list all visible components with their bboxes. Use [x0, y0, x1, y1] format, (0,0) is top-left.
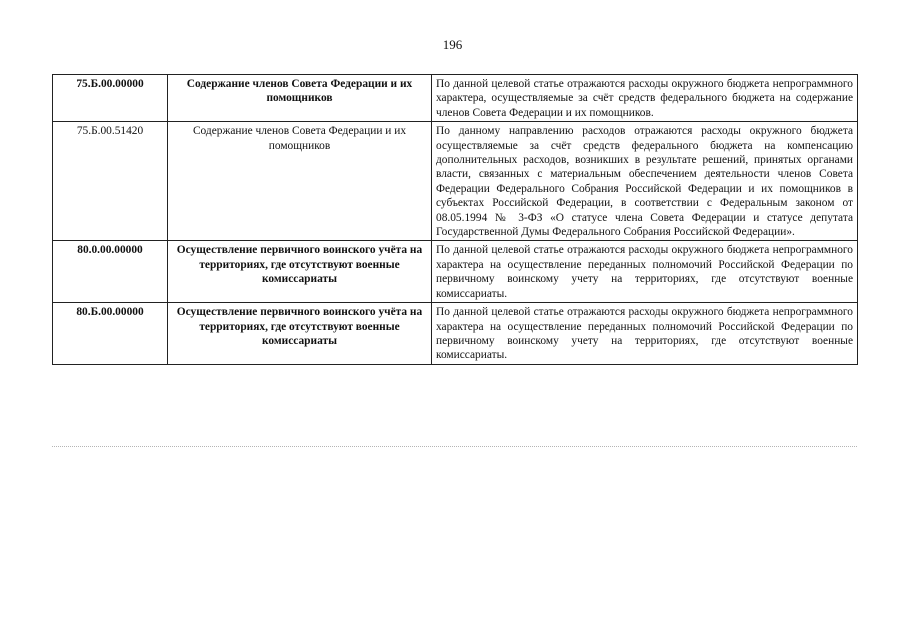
expense-direction-name: Содержание членов Совета Федерации и их помощников	[168, 122, 432, 241]
table-row	[53, 122, 858, 241]
page-number: 196	[442, 37, 463, 52]
target-article-name: Осуществление первичного воинского учёта на территориях, где отсутствуют военные комиссариаты	[168, 241, 432, 303]
table-row	[53, 303, 858, 365]
target-article-code: 80.0.00.00000	[53, 241, 168, 303]
target-article-code: 75.Б.00.00000	[53, 75, 168, 122]
target-article-description: По данной целевой статье отражаются расходы окружного бюджета непрограммного характера на осуществление переданных полномочий Российской Федерации по первичному воинскому учету на территориях, где отсутствуют военные комиссариаты.	[432, 241, 858, 303]
target-article-code: 80.Б.00.00000	[53, 303, 168, 365]
target-article-name: Содержание членов Совета Федерации и их помощников	[168, 75, 432, 122]
table-row	[53, 241, 858, 303]
target-article-description: По данной целевой статье отражаются расходы окружного бюджета непрограммного характера, осуществляемые за счёт средств федерального бюджета на содержание членов Совета Федерации и их помощников.	[432, 75, 858, 122]
table-row	[53, 75, 858, 122]
expense-direction-description: По данному направлению расходов отражаются расходы окружного бюджета осуществляемые за счёт средств федерального бюджета на компенсацию дополнительных расходов, возникших в результате решений, принятых органами власти, связанных с материальным обеспечением деятельности членов Совета Федерации Федерального Собрания Российской Федерации и их помощников в субъектах Российской Федерации, в соответствии с Федеральным законом от 08.05.1994 № 3-ФЗ «О статусе члена Совета Федерации и статусе депутата Государственной Думы Федерального Собрания Российской Федерации».	[432, 122, 858, 241]
budget-classification-table	[52, 74, 858, 365]
scan-dotted-line	[52, 446, 857, 447]
target-article-description: По данной целевой статье отражаются расходы окружного бюджета непрограммного характера на осуществление переданных полномочий Российской Федерации по первичному воинскому учету на территориях, где отсутствуют военные комиссариаты.	[432, 303, 858, 365]
expense-direction-code: 75.Б.00.51420	[53, 122, 168, 241]
target-article-name: Осуществление первичного воинского учёта на территориях, где отсутствуют военные комиссариаты	[168, 303, 432, 365]
